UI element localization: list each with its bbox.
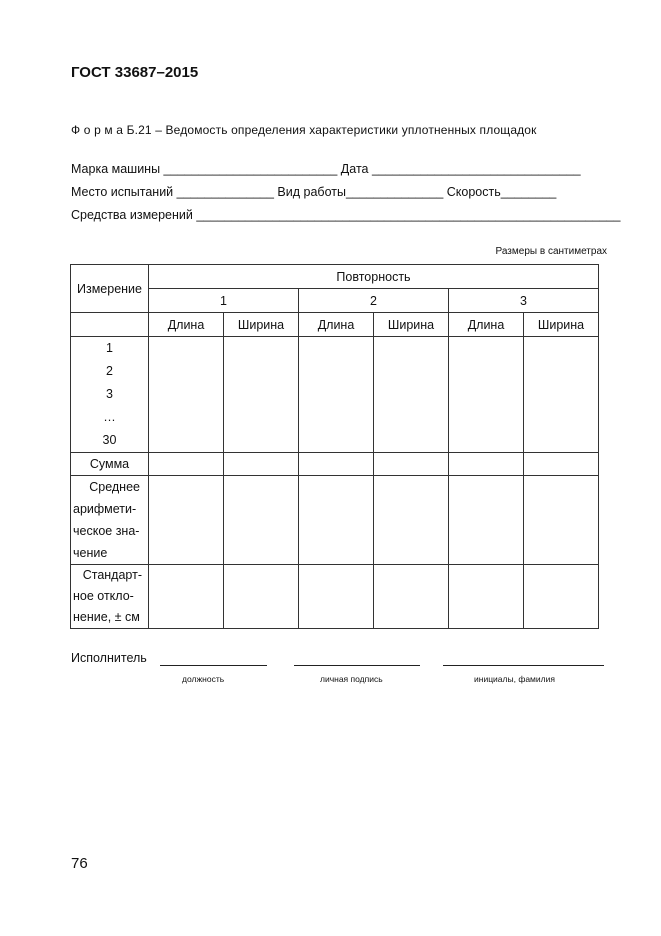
- sum-cell: [449, 453, 524, 476]
- std-label-line: нение, ± см: [73, 610, 140, 624]
- repetition-2-header: 2: [299, 289, 449, 313]
- width-header-2: Ширина: [374, 313, 449, 337]
- length-header-1: Длина: [149, 313, 224, 337]
- sum-cell: [299, 453, 374, 476]
- field-instruments-line: Средства измерений _____________________________________________________________: [71, 208, 621, 222]
- std-cell: [449, 565, 524, 629]
- std-cell: [149, 565, 224, 629]
- sum-cell: [374, 453, 449, 476]
- mean-cell: [149, 476, 224, 565]
- width-header-3: Ширина: [524, 313, 599, 337]
- std-cell: [524, 565, 599, 629]
- measurement-number: 1: [106, 341, 113, 355]
- sum-cell: [524, 453, 599, 476]
- data-cell: [224, 337, 299, 453]
- measurement-header: Измерение: [71, 265, 149, 313]
- mean-cell: [449, 476, 524, 565]
- mean-cell: [524, 476, 599, 565]
- width-header-1: Ширина: [224, 313, 299, 337]
- repetition-1-header: 1: [149, 289, 299, 313]
- initials-name-caption: инициалы, фамилия: [474, 674, 555, 684]
- std-cell: [299, 565, 374, 629]
- executor-label: Исполнитель: [71, 651, 147, 665]
- measurement-number: …: [103, 410, 116, 424]
- mean-label-line: Среднее: [89, 480, 140, 494]
- measurement-table: [70, 264, 599, 629]
- std-label: [71, 565, 149, 629]
- document-title: ГОСТ 33687–2015: [71, 64, 199, 81]
- mean-cell: [374, 476, 449, 565]
- units-note: Размеры в сантиметрах: [495, 246, 607, 257]
- measurement-number: 2: [106, 364, 113, 378]
- personal-signature-line: [294, 665, 420, 666]
- sum-cell: [224, 453, 299, 476]
- measurement-number: 30: [102, 433, 117, 447]
- std-label-line: Стандарт-: [82, 568, 142, 582]
- field-machine-date-line: Марка машины _________________________ Дата ______________________________: [71, 162, 581, 176]
- sum-cell: [149, 453, 224, 476]
- repetition-3-header: 3: [449, 289, 599, 313]
- std-label-line: ное откло-: [73, 589, 134, 603]
- name-signature-line: [443, 665, 604, 666]
- personal-signature-caption: личная подпись: [320, 674, 383, 684]
- blank-header-cell: [71, 313, 149, 337]
- measurement-numbers-cell: [71, 337, 149, 453]
- length-header-3: Длина: [449, 313, 524, 337]
- sum-label: Сумма: [71, 453, 149, 476]
- data-cell: [374, 337, 449, 453]
- position-caption: должность: [182, 674, 225, 684]
- mean-label-line: арифмети-: [73, 502, 137, 516]
- data-cell: [449, 337, 524, 453]
- repetition-header: Повторность: [149, 265, 599, 289]
- data-cell: [299, 337, 374, 453]
- measurement-number: 3: [106, 387, 113, 401]
- form-caption: Ф о р м а Б.21 – Ведомость определения характеристики уплотненных площадок: [71, 123, 537, 137]
- field-place-work-speed-line: Место испытаний ______________ Вид работы______________ Скорость________: [71, 185, 557, 199]
- std-cell: [224, 565, 299, 629]
- page-number: 76: [71, 855, 88, 872]
- mean-label-line: чение: [73, 546, 108, 560]
- data-cell: [524, 337, 599, 453]
- length-header-2: Длина: [299, 313, 374, 337]
- data-cell: [149, 337, 224, 453]
- mean-label: [71, 476, 149, 565]
- position-signature-line: [160, 665, 267, 666]
- std-cell: [374, 565, 449, 629]
- mean-label-line: ческое зна-: [73, 524, 140, 538]
- mean-cell: [299, 476, 374, 565]
- mean-cell: [224, 476, 299, 565]
